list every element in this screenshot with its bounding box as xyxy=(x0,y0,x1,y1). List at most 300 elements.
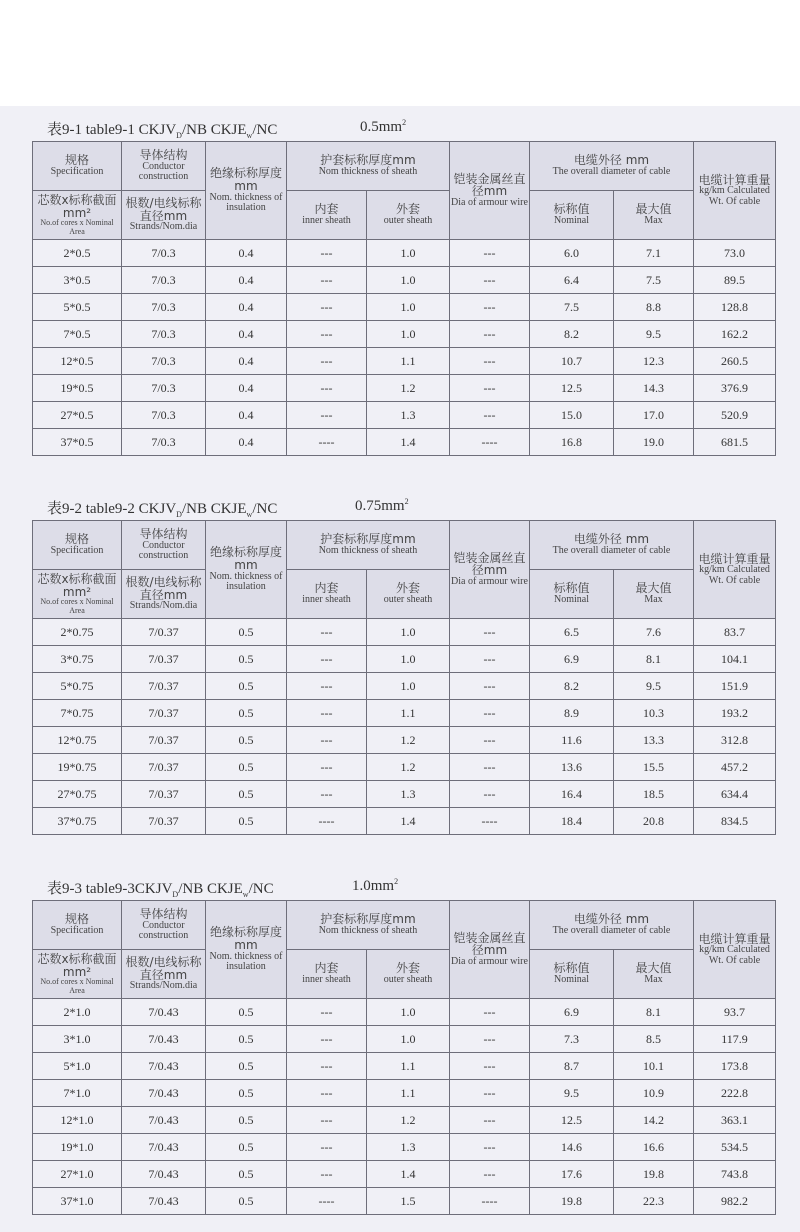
cell-od-nominal: 8.2 xyxy=(530,673,614,700)
cell-insulation: 0.5 xyxy=(206,1134,287,1161)
cell-insulation: 0.4 xyxy=(206,402,287,429)
cell-armour: --- xyxy=(450,1026,530,1053)
cell-strands: 7/0.43 xyxy=(122,1026,206,1053)
table-row xyxy=(33,1134,776,1161)
insulation-en: Nom. thickness of insulation xyxy=(209,950,283,973)
diameter-header xyxy=(530,901,694,950)
cores-en: No.of cores x Nominal Area xyxy=(40,977,114,995)
cell-strands: 7/0.43 xyxy=(122,1053,206,1080)
weight-en: kg/km Calculated Wt. Of cable xyxy=(699,185,770,207)
table-unit xyxy=(360,118,406,136)
cell-insulation: 0.4 xyxy=(206,321,287,348)
cell-od-max: 10.9 xyxy=(614,1080,694,1107)
armour-en: Dia of armour wire xyxy=(451,575,528,587)
cell-armour: --- xyxy=(450,646,530,673)
table-row xyxy=(33,1026,776,1053)
cell-outer-sheath: 1.5 xyxy=(367,1188,450,1215)
cell-weight: 162.2 xyxy=(694,321,776,348)
nominal-header xyxy=(530,570,614,619)
caption-subscript: w xyxy=(246,510,253,519)
cell-strands: 7/0.3 xyxy=(122,429,206,456)
conductor-header xyxy=(122,901,206,950)
cell-inner-sheath: --- xyxy=(287,1080,367,1107)
inner-sheath-header xyxy=(287,570,367,619)
cell-armour: --- xyxy=(450,999,530,1026)
cell-weight: 128.8 xyxy=(694,294,776,321)
cell-od-nominal: 12.5 xyxy=(530,375,614,402)
cell-inner-sheath: --- xyxy=(287,348,367,375)
cell-insulation: 0.5 xyxy=(206,1053,287,1080)
cell-cores-area: 37*1.0 xyxy=(33,1188,122,1215)
conductor-header xyxy=(122,142,206,191)
cell-strands: 7/0.37 xyxy=(122,619,206,646)
cell-armour: --- xyxy=(450,321,530,348)
cell-outer-sheath: 1.1 xyxy=(367,1053,450,1080)
spec-header xyxy=(33,901,122,950)
cell-weight: 982.2 xyxy=(694,1188,776,1215)
max-en: Max xyxy=(644,974,663,986)
cell-od-nominal: 15.0 xyxy=(530,402,614,429)
cell-od-max: 19.0 xyxy=(614,429,694,456)
cell-od-nominal: 7.3 xyxy=(530,1026,614,1053)
diameter-zh: 电缆外径 mm xyxy=(573,153,650,168)
insulation-en: Nom. thickness of insulation xyxy=(209,570,283,593)
armour-en: Dia of armour wire xyxy=(451,955,528,967)
inner-sheath-header xyxy=(287,191,367,240)
insulation-header xyxy=(206,901,287,999)
cell-armour: --- xyxy=(450,619,530,646)
cell-inner-sheath: --- xyxy=(287,1026,367,1053)
cell-od-max: 14.2 xyxy=(614,1107,694,1134)
armour-en: Dia of armour wire xyxy=(451,196,528,208)
cell-od-nominal: 8.2 xyxy=(530,321,614,348)
unit-superscript: 2 xyxy=(404,497,409,506)
cell-cores-area: 2*0.75 xyxy=(33,619,122,646)
caption-text: /NB CKJE xyxy=(178,881,243,897)
conductor-header xyxy=(122,521,206,570)
insulation-zh: 绝缘标称厚度mm xyxy=(209,925,282,952)
conductor-zh: 导体结构 xyxy=(139,148,188,163)
cell-armour: --- xyxy=(450,673,530,700)
cell-outer-sheath: 1.0 xyxy=(367,1026,450,1053)
cores-header xyxy=(33,191,122,240)
cell-od-max: 12.3 xyxy=(614,348,694,375)
cell-od-nominal: 11.6 xyxy=(530,727,614,754)
cell-inner-sheath: --- xyxy=(287,1134,367,1161)
outer-zh: 外套 xyxy=(395,202,420,217)
cell-od-nominal: 6.9 xyxy=(530,646,614,673)
table-row xyxy=(33,375,776,402)
caption-text: /NC xyxy=(252,501,278,517)
outer-en: outer sheath xyxy=(383,974,433,986)
cell-weight: 312.8 xyxy=(694,727,776,754)
unit-superscript: 2 xyxy=(402,118,407,127)
cell-od-nominal: 7.5 xyxy=(530,294,614,321)
cell-insulation: 0.5 xyxy=(206,727,287,754)
cell-cores-area: 3*0.5 xyxy=(33,267,122,294)
table-unit xyxy=(355,497,409,515)
cell-od-max: 7.5 xyxy=(614,267,694,294)
diameter-zh: 电缆外径 mm xyxy=(573,532,650,547)
cell-outer-sheath: 1.2 xyxy=(367,727,450,754)
caption-subscript: D xyxy=(172,890,179,899)
cell-cores-area: 12*1.0 xyxy=(33,1107,122,1134)
cell-od-nominal: 8.7 xyxy=(530,1053,614,1080)
cell-strands: 7/0.37 xyxy=(122,673,206,700)
unit-superscript: 2 xyxy=(394,877,399,886)
cell-weight: 681.5 xyxy=(694,429,776,456)
cell-strands: 7/0.3 xyxy=(122,240,206,267)
caption-text: /NC xyxy=(248,881,274,897)
cell-od-nominal: 16.8 xyxy=(530,429,614,456)
cell-outer-sheath: 1.0 xyxy=(367,267,450,294)
table-row xyxy=(33,348,776,375)
cell-armour: --- xyxy=(450,267,530,294)
cell-od-max: 8.8 xyxy=(614,294,694,321)
cell-insulation: 0.4 xyxy=(206,294,287,321)
spec-en: Specification xyxy=(50,166,104,178)
cell-weight: 457.2 xyxy=(694,754,776,781)
caption-text: /NB CKJE xyxy=(181,501,247,517)
nominal-en: Nominal xyxy=(554,215,589,227)
inner-en: inner sheath xyxy=(302,974,351,986)
inner-zh: 内套 xyxy=(314,202,339,217)
caption-text: /NB CKJE xyxy=(181,122,247,138)
cell-armour: --- xyxy=(450,1053,530,1080)
cell-outer-sheath: 1.0 xyxy=(367,646,450,673)
cell-insulation: 0.4 xyxy=(206,267,287,294)
cell-outer-sheath: 1.3 xyxy=(367,402,450,429)
cell-armour: ---- xyxy=(450,1188,530,1215)
cell-armour: --- xyxy=(450,700,530,727)
cell-od-nominal: 18.4 xyxy=(530,808,614,835)
weight-en: kg/km Calculated Wt. Of cable xyxy=(699,944,770,966)
cell-strands: 7/0.3 xyxy=(122,348,206,375)
cell-armour: --- xyxy=(450,1134,530,1161)
cell-od-max: 9.5 xyxy=(614,673,694,700)
cell-od-max: 15.5 xyxy=(614,754,694,781)
insulation-zh: 绝缘标称厚度mm xyxy=(209,545,282,572)
cores-header xyxy=(33,570,122,619)
strands-header xyxy=(122,191,206,240)
cell-inner-sheath: --- xyxy=(287,267,367,294)
spec-zh: 规格 xyxy=(64,532,89,547)
weight-header xyxy=(694,901,776,999)
table-row xyxy=(33,429,776,456)
cell-cores-area: 7*0.5 xyxy=(33,321,122,348)
cell-outer-sheath: 1.1 xyxy=(367,700,450,727)
cell-od-nominal: 9.5 xyxy=(530,1080,614,1107)
cell-inner-sheath: ---- xyxy=(287,429,367,456)
inner-sheath-header xyxy=(287,950,367,999)
cell-outer-sheath: 1.0 xyxy=(367,294,450,321)
max-zh: 最大值 xyxy=(635,581,672,596)
spec-en: Specification xyxy=(50,925,104,937)
strands-zh: 根数/电线标称直径mm xyxy=(125,575,202,602)
cell-strands: 7/0.3 xyxy=(122,267,206,294)
table-row xyxy=(33,1188,776,1215)
cell-od-max: 10.3 xyxy=(614,700,694,727)
armour-header xyxy=(450,142,530,240)
sheath-header xyxy=(287,521,450,570)
armour-zh: 铠装金属丝直径mm xyxy=(453,171,526,199)
sheath-en: Nom thickness of sheath xyxy=(318,166,418,178)
cell-cores-area: 7*0.75 xyxy=(33,700,122,727)
table-row xyxy=(33,402,776,429)
cell-od-nominal: 12.5 xyxy=(530,1107,614,1134)
cores-en: No.of cores x Nominal Area xyxy=(40,597,114,615)
cell-cores-area: 12*0.5 xyxy=(33,348,122,375)
cell-armour: --- xyxy=(450,348,530,375)
cell-strands: 7/0.3 xyxy=(122,294,206,321)
cell-strands: 7/0.3 xyxy=(122,375,206,402)
armour-zh: 铠装金属丝直径mm xyxy=(453,930,526,958)
cell-od-max: 20.8 xyxy=(614,808,694,835)
spec-zh: 规格 xyxy=(64,153,89,168)
cell-inner-sheath: --- xyxy=(287,999,367,1026)
cell-cores-area: 5*0.75 xyxy=(33,673,122,700)
table-row xyxy=(33,619,776,646)
cell-insulation: 0.5 xyxy=(206,1188,287,1215)
cell-cores-area: 3*0.75 xyxy=(33,646,122,673)
outer-en: outer sheath xyxy=(383,594,433,606)
cell-od-nominal: 13.6 xyxy=(530,754,614,781)
cell-weight: 73.0 xyxy=(694,240,776,267)
sheath-header xyxy=(287,142,450,191)
table-row xyxy=(33,646,776,673)
weight-en: kg/km Calculated Wt. Of cable xyxy=(699,564,770,586)
table-unit xyxy=(352,877,398,895)
cell-od-max: 8.5 xyxy=(614,1026,694,1053)
max-en: Max xyxy=(644,215,663,227)
cell-cores-area: 37*0.75 xyxy=(33,808,122,835)
cell-armour: --- xyxy=(450,1161,530,1188)
strands-en: Strands/Nom.dia xyxy=(129,600,198,612)
max-en: Max xyxy=(644,594,663,606)
spec-zh: 规格 xyxy=(64,912,89,927)
header-row xyxy=(33,142,776,191)
table-row xyxy=(33,999,776,1026)
spec-en: Specification xyxy=(50,545,104,557)
cell-inner-sheath: --- xyxy=(287,727,367,754)
inner-en: inner sheath xyxy=(302,594,351,606)
caption-subscript: D xyxy=(176,510,182,519)
cell-outer-sheath: 1.1 xyxy=(367,348,450,375)
diameter-en: The overall diameter of cable xyxy=(552,925,671,937)
cell-outer-sheath: 1.0 xyxy=(367,619,450,646)
spec-header xyxy=(33,142,122,191)
cell-weight: 117.9 xyxy=(694,1026,776,1053)
diameter-header xyxy=(530,142,694,191)
cell-cores-area: 12*0.75 xyxy=(33,727,122,754)
max-header xyxy=(614,191,694,240)
nominal-en: Nominal xyxy=(554,974,589,986)
cell-outer-sheath: 1.4 xyxy=(367,1161,450,1188)
cell-outer-sheath: 1.0 xyxy=(367,321,450,348)
cell-inner-sheath: --- xyxy=(287,294,367,321)
cell-armour: --- xyxy=(450,294,530,321)
table-row xyxy=(33,1053,776,1080)
cell-od-max: 19.8 xyxy=(614,1161,694,1188)
sheath-en: Nom thickness of sheath xyxy=(318,925,418,937)
table-row xyxy=(33,1107,776,1134)
cell-od-max: 7.6 xyxy=(614,619,694,646)
weight-header xyxy=(694,142,776,240)
outer-en: outer sheath xyxy=(383,215,433,227)
cell-inner-sheath: --- xyxy=(287,1107,367,1134)
header-row xyxy=(33,570,776,619)
cell-inner-sheath: --- xyxy=(287,321,367,348)
cell-cores-area: 3*1.0 xyxy=(33,1026,122,1053)
strands-zh: 根数/电线标称直径mm xyxy=(125,955,202,982)
cell-outer-sheath: 1.4 xyxy=(367,429,450,456)
sheath-zh: 护套标称厚度mm xyxy=(320,153,416,168)
caption-text: 表9-3 table9-3CKJV xyxy=(47,881,173,897)
cell-strands: 7/0.43 xyxy=(122,999,206,1026)
caption-subscript: w xyxy=(246,131,253,140)
cell-cores-area: 19*0.75 xyxy=(33,754,122,781)
nominal-header xyxy=(530,191,614,240)
cell-inner-sheath: ---- xyxy=(287,1188,367,1215)
cell-weight: 193.2 xyxy=(694,700,776,727)
table-row xyxy=(33,727,776,754)
cell-strands: 7/0.37 xyxy=(122,700,206,727)
header-row xyxy=(33,901,776,950)
cell-strands: 7/0.37 xyxy=(122,646,206,673)
table-row xyxy=(33,1161,776,1188)
cell-weight: 222.8 xyxy=(694,1080,776,1107)
header-row xyxy=(33,521,776,570)
cell-weight: 260.5 xyxy=(694,348,776,375)
strands-en: Strands/Nom.dia xyxy=(129,221,198,233)
insulation-header xyxy=(206,142,287,240)
inner-zh: 内套 xyxy=(314,581,339,596)
cores-zh: 芯数x标称截面mm² xyxy=(37,572,117,599)
cell-insulation: 0.5 xyxy=(206,673,287,700)
cell-od-nominal: 6.4 xyxy=(530,267,614,294)
cell-insulation: 0.5 xyxy=(206,808,287,835)
insulation-header xyxy=(206,521,287,619)
max-header xyxy=(614,950,694,999)
max-zh: 最大值 xyxy=(635,202,672,217)
cell-insulation: 0.4 xyxy=(206,375,287,402)
conductor-en: Conductor construction xyxy=(138,539,189,562)
conductor-en: Conductor construction xyxy=(138,160,189,183)
sheath-en: Nom thickness of sheath xyxy=(318,545,418,557)
table-row xyxy=(33,267,776,294)
cell-insulation: 0.5 xyxy=(206,646,287,673)
cores-header xyxy=(33,950,122,999)
strands-header xyxy=(122,570,206,619)
cell-armour: --- xyxy=(450,781,530,808)
nominal-zh: 标称值 xyxy=(553,581,590,596)
max-zh: 最大值 xyxy=(635,961,672,976)
cell-strands: 7/0.3 xyxy=(122,321,206,348)
cell-inner-sheath: --- xyxy=(287,700,367,727)
cell-insulation: 0.4 xyxy=(206,240,287,267)
cell-strands: 7/0.43 xyxy=(122,1134,206,1161)
outer-zh: 外套 xyxy=(395,581,420,596)
unit-text: 0.5mm xyxy=(360,119,403,135)
cell-insulation: 0.4 xyxy=(206,429,287,456)
cell-outer-sheath: 1.1 xyxy=(367,1080,450,1107)
diameter-zh: 电缆外径 mm xyxy=(573,912,650,927)
caption-text: /NC xyxy=(252,122,278,138)
cell-weight: 834.5 xyxy=(694,808,776,835)
weight-header xyxy=(694,521,776,619)
cell-od-nominal: 14.6 xyxy=(530,1134,614,1161)
cell-weight: 83.7 xyxy=(694,619,776,646)
outer-zh: 外套 xyxy=(395,961,420,976)
diameter-en: The overall diameter of cable xyxy=(552,166,671,178)
cell-inner-sheath: --- xyxy=(287,375,367,402)
cell-cores-area: 27*0.5 xyxy=(33,402,122,429)
table-row xyxy=(33,321,776,348)
cell-armour: --- xyxy=(450,1107,530,1134)
cell-outer-sheath: 1.0 xyxy=(367,999,450,1026)
cell-strands: 7/0.37 xyxy=(122,754,206,781)
cell-inner-sheath: --- xyxy=(287,240,367,267)
cell-inner-sheath: --- xyxy=(287,646,367,673)
inner-en: inner sheath xyxy=(302,215,351,227)
outer-sheath-header xyxy=(367,950,450,999)
cell-insulation: 0.5 xyxy=(206,754,287,781)
nominal-header xyxy=(530,950,614,999)
weight-zh: 电缆计算重量 xyxy=(698,551,771,566)
cell-insulation: 0.5 xyxy=(206,781,287,808)
strands-zh: 根数/电线标称直径mm xyxy=(125,196,202,223)
cell-inner-sheath: --- xyxy=(287,402,367,429)
inner-zh: 内套 xyxy=(314,961,339,976)
cell-cores-area: 19*0.5 xyxy=(33,375,122,402)
weight-zh: 电缆计算重量 xyxy=(698,172,771,187)
cell-inner-sheath: --- xyxy=(287,1053,367,1080)
table-row xyxy=(33,240,776,267)
cell-od-nominal: 17.6 xyxy=(530,1161,614,1188)
cell-weight: 534.5 xyxy=(694,1134,776,1161)
cell-cores-area: 27*0.75 xyxy=(33,781,122,808)
table-row xyxy=(33,700,776,727)
cell-weight: 151.9 xyxy=(694,673,776,700)
cell-cores-area: 19*1.0 xyxy=(33,1134,122,1161)
strands-header xyxy=(122,950,206,999)
cell-armour: ---- xyxy=(450,429,530,456)
table-row xyxy=(33,1080,776,1107)
outer-sheath-header xyxy=(367,191,450,240)
cell-armour: --- xyxy=(450,754,530,781)
table-caption xyxy=(47,497,277,519)
cell-od-max: 18.5 xyxy=(614,781,694,808)
cell-od-nominal: 10.7 xyxy=(530,348,614,375)
caption-text: 表9-1 table9-1 CKJV xyxy=(47,122,177,138)
table-row xyxy=(33,808,776,835)
spec-table xyxy=(32,141,776,456)
insulation-zh: 绝缘标称厚度mm xyxy=(209,166,282,193)
armour-header xyxy=(450,521,530,619)
cell-weight: 363.1 xyxy=(694,1107,776,1134)
cell-od-max: 8.1 xyxy=(614,999,694,1026)
cell-strands: 7/0.37 xyxy=(122,781,206,808)
cell-insulation: 0.5 xyxy=(206,1080,287,1107)
table-row xyxy=(33,754,776,781)
cores-zh: 芯数x标称截面mm² xyxy=(37,193,117,220)
cell-armour: --- xyxy=(450,1080,530,1107)
spec-table xyxy=(32,520,776,835)
cell-cores-area: 5*0.5 xyxy=(33,294,122,321)
max-header xyxy=(614,570,694,619)
cell-insulation: 0.5 xyxy=(206,1107,287,1134)
conductor-zh: 导体结构 xyxy=(139,907,188,922)
